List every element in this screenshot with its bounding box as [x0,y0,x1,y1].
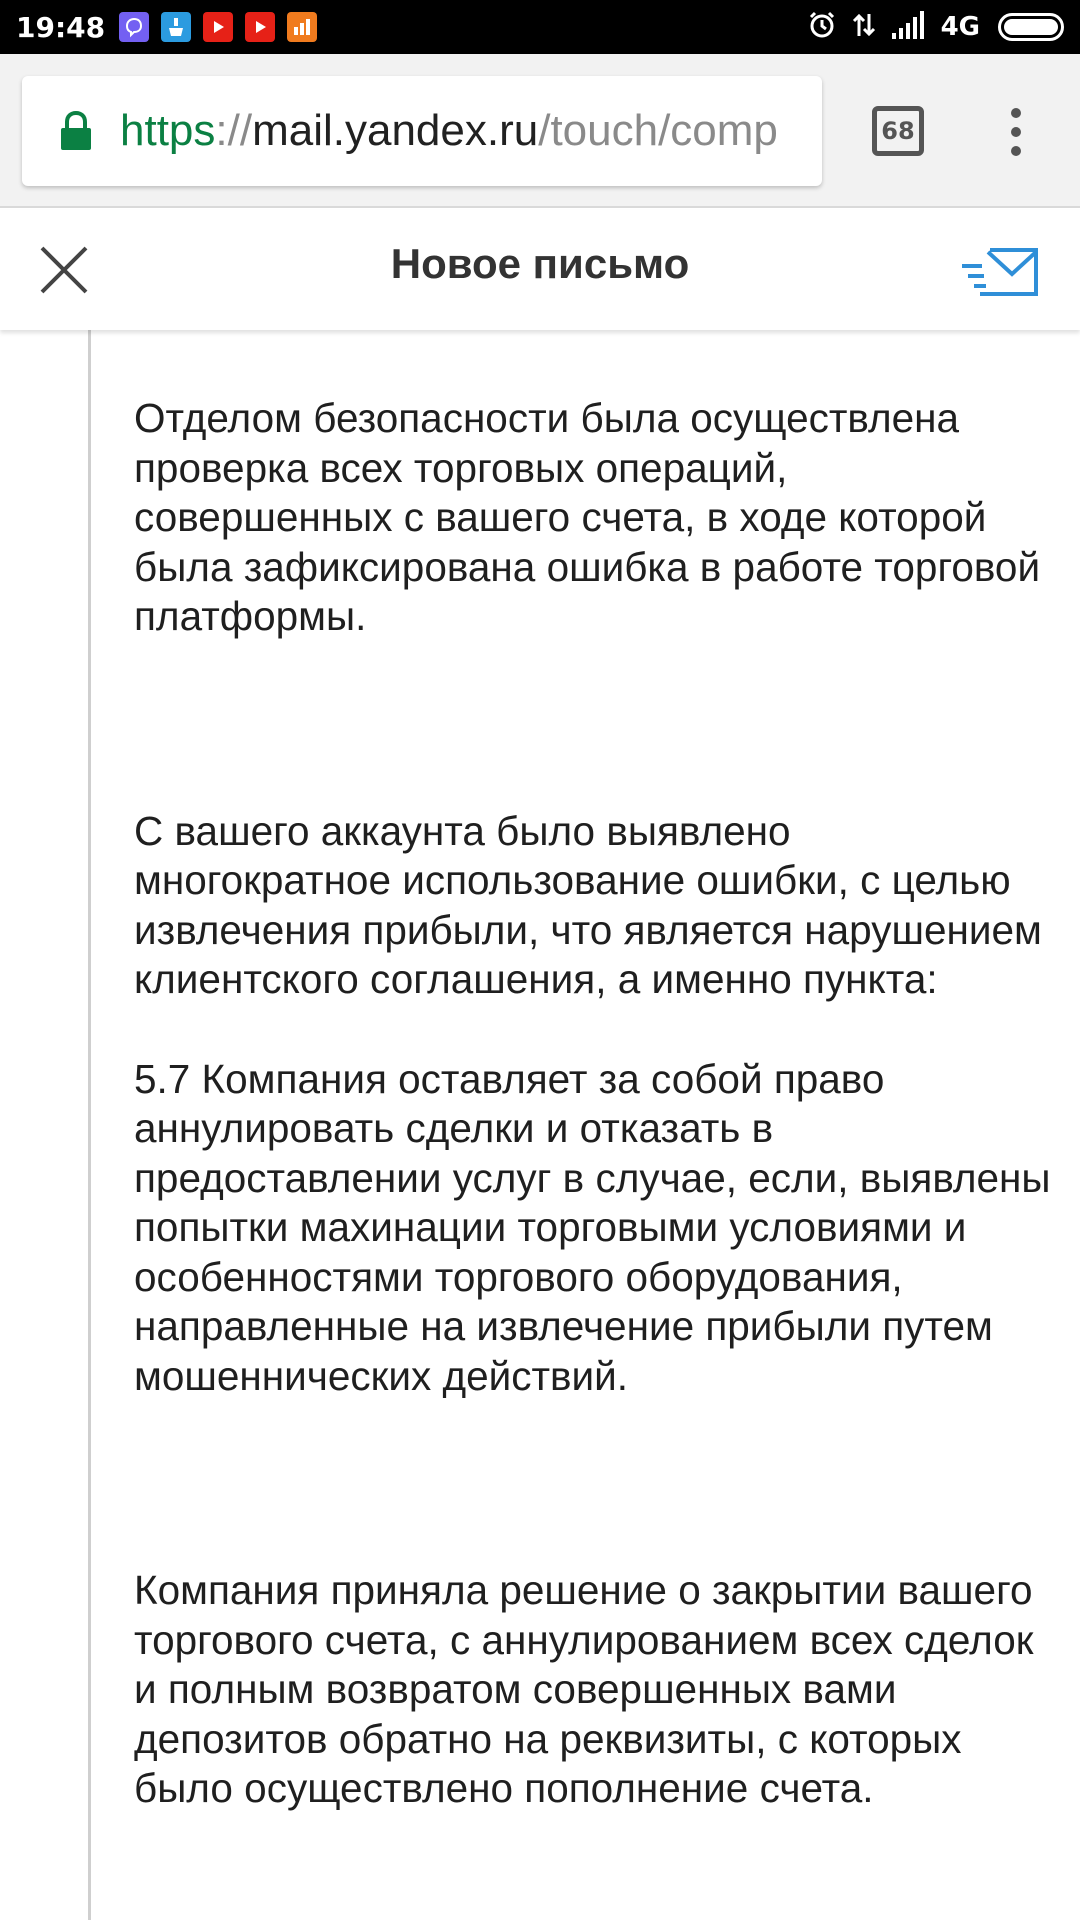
cleaner-icon [161,12,191,42]
blank-space [134,1005,1054,1055]
lock-icon [60,111,92,151]
url-path: /touch/comp [538,106,778,155]
url-separator: :// [215,106,253,155]
viber-icon [119,12,149,42]
notification-icons [119,12,317,42]
tab-switcher-button[interactable] [872,106,924,156]
address-bar[interactable] [22,76,822,186]
send-button[interactable] [960,244,1040,302]
blank-space [134,642,1054,807]
page-title: Новое письмо [390,240,690,287]
signal-icon [891,11,927,43]
status-time: 19:48 [16,10,106,44]
url-host: mail.yandex.ru [252,106,539,155]
menu-dot-icon [1011,127,1021,137]
send-mail-icon [960,244,1040,302]
url-text [120,106,800,156]
url-scheme: https [120,106,216,155]
alarm-icon [807,10,837,44]
youtube-icon [203,12,233,42]
browser-toolbar [0,54,1080,208]
battery-icon [998,13,1064,41]
tab-count: 68 [881,117,915,145]
menu-dot-icon [1011,146,1021,156]
message-paragraph: 5.7 Компания оставляет за собой право аннулировать сделки и отказать в предоставлении услуг в случае, если, выявлены попытки махинации торговыми условиями и особенностями торгового оборудования, направленные на извлечение прибыли путем мошеннических действий. [134,1055,1051,1399]
editor-left-border [88,330,91,1920]
browser-menu-button[interactable] [1002,108,1030,156]
youtube-icon [245,12,275,42]
message-body-editor[interactable] [134,394,1054,1814]
message-paragraph: Отделом безопасности была осуществлена проверка всех торговых операций, совершенных с вашего счета, в ходе которой была зафиксирована ошибка в работе торговой платформы. [134,395,1041,639]
message-paragraph: С вашего аккаунта было выявлено многократное использование ошибки, с целью извлечения прибыли, что является нарушением клиентского соглашения, а именно пункта: [134,807,1042,1002]
menu-dot-icon [1011,108,1021,118]
blank-space [134,1401,1054,1566]
message-paragraph: Компания приняла решение о закрытии вашего торгового счета, с аннулированием всех сделок и полным возвратом совершенных вами депозитов обратно на реквизиты, с которых было осуществлено пополнение счета. [134,1567,1034,1811]
status-bar [0,0,1080,54]
stats-icon [287,12,317,42]
status-right [807,10,1064,44]
data-arrows-icon [851,10,877,44]
network-type: 4G [940,12,980,42]
